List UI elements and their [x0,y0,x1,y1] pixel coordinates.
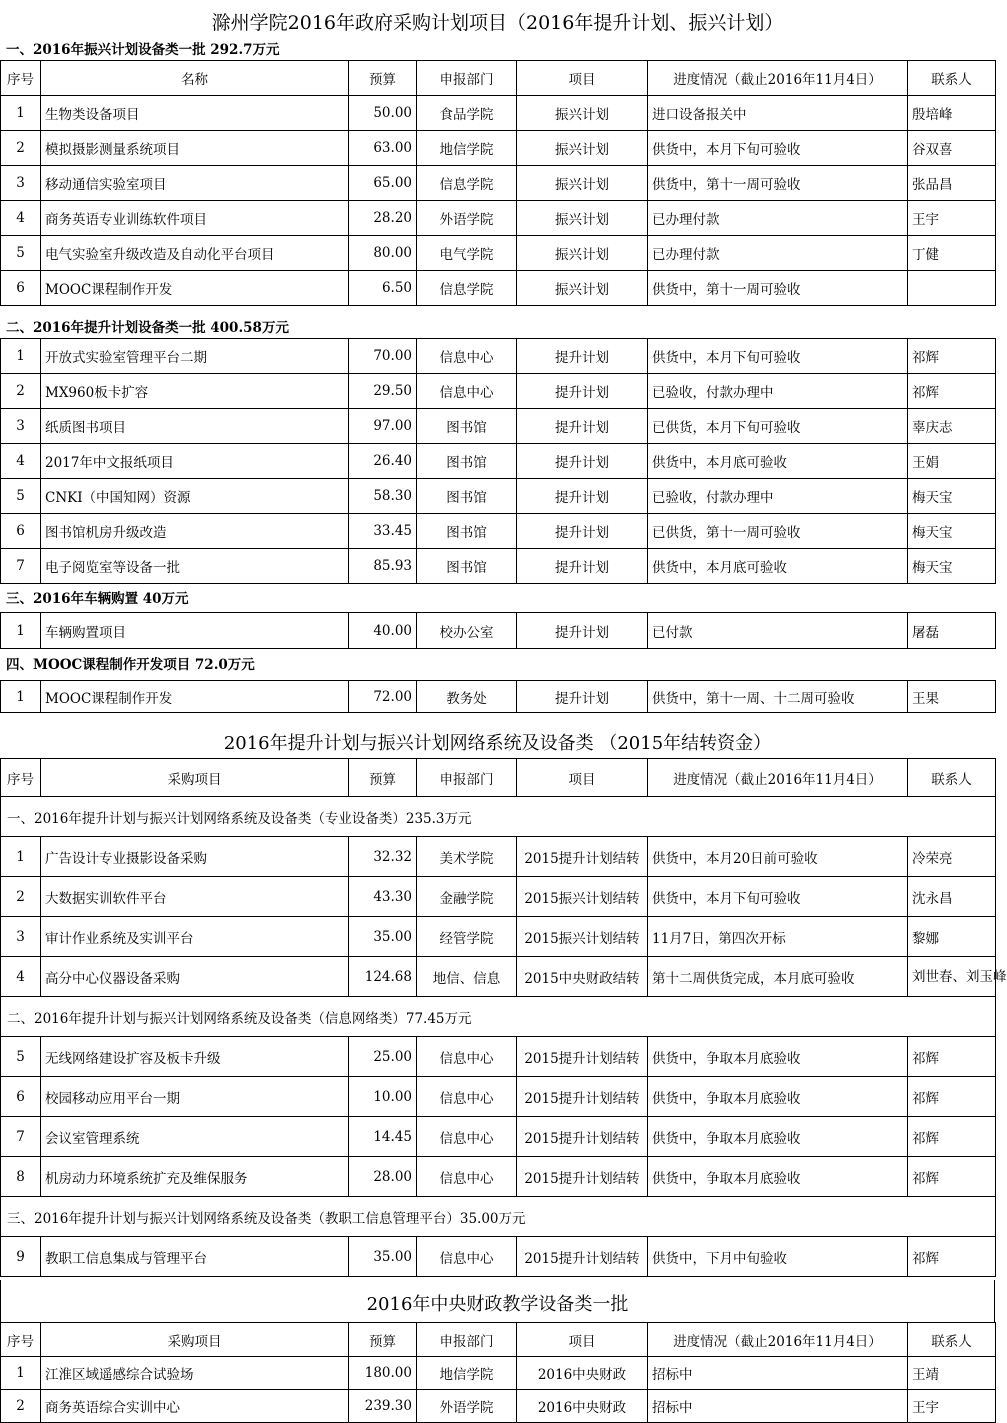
cell-progress: 供货中，争取本月底验收 [648,1077,908,1117]
table-row [1,957,996,997]
cell-seq: 4 [1,957,41,997]
col-project: 项目 [517,61,648,96]
cell-name: 教职工信息集成与管理平台 [41,1237,349,1277]
cell-name: 广告设计专业摄影设备采购 [41,837,349,877]
group-row [1,797,996,837]
cell-name: 电子阅览室等设备一批 [41,549,349,584]
cell-budget: 35.00 [349,917,417,957]
table-header-row [1,61,996,96]
cell-dept: 图书馆 [417,549,517,584]
col-contact: 联系人 [908,759,996,797]
table-row [1,444,996,479]
cell-contact: 王靖 [908,1357,996,1390]
col-name: 名称 [41,61,349,96]
cell-dept: 地信、信息 [417,957,517,997]
group-1-title: 一、2016年提升计划与振兴计划网络系统及设备类（专业设备类）235.3万元 [1,797,996,837]
cell-progress: 已验收，付款办理中 [648,374,908,409]
cell-dept: 信息中心 [417,1037,517,1077]
cell-contact: 王果 [908,681,996,713]
cell-dept: 图书馆 [417,409,517,444]
cell-budget: 70.00 [349,339,417,374]
cell-name: 校园移动应用平台一期 [41,1077,349,1117]
cell-progress: 供货中，本月底可验收 [648,549,908,584]
cell-project: 2015提升计划结转 [517,1037,648,1077]
cell-project: 2015提升计划结转 [517,1157,648,1197]
table-row [1,271,996,306]
table-row [1,201,996,236]
col-budget: 预算 [349,759,417,797]
cell-project: 2016中央财政 [517,1357,648,1390]
cell-dept: 图书馆 [417,479,517,514]
cell-progress: 供货中，本月20日前可验收 [648,837,908,877]
col-contact: 联系人 [908,61,996,96]
cell-progress: 供货中，下月中旬验收 [648,1237,908,1277]
cell-seq: 5 [1,479,41,514]
cell-progress: 供货中，第十一周可验收 [648,166,908,201]
cell-project: 振兴计划 [517,96,648,131]
cell-contact: 梅天宝 [908,514,996,549]
cell-project: 2015振兴计划结转 [517,877,648,917]
cell-project: 提升计划 [517,444,648,479]
cell-dept: 信息中心 [417,1237,517,1277]
cell-dept: 教务处 [417,681,517,713]
cell-budget: 35.00 [349,1237,417,1277]
cell-budget: 33.45 [349,514,417,549]
cell-dept: 外语学院 [417,201,517,236]
cell-budget: 40.00 [349,613,417,649]
table-block3 [0,1322,996,1423]
block2-title: 2016年提升计划与振兴计划网络系统及设备类 （2015年结转资金） [223,733,772,754]
cell-progress: 进口设备报关中 [648,96,908,131]
cell-progress: 招标中 [648,1390,908,1423]
cell-contact: 丁健 [908,236,996,271]
cell-name: 车辆购置项目 [41,613,349,649]
col-progress: 进度情况（截止2016年11月4日） [648,759,908,797]
cell-seq: 2 [1,374,41,409]
section-4-title: 四、MOOC课程制作开发项目 72.0万元 [6,657,255,673]
cell-budget: 239.30 [349,1390,417,1423]
table-row [1,917,996,957]
cell-progress: 已办理付款 [648,236,908,271]
cell-contact: 祁辉 [908,1117,996,1157]
cell-budget: 28.20 [349,201,417,236]
cell-dept: 图书馆 [417,514,517,549]
cell-name: MX960板卡扩容 [41,374,349,409]
table-row [1,1077,996,1117]
cell-seq: 4 [1,444,41,479]
cell-name: 2017年中文报纸项目 [41,444,349,479]
cell-contact: 刘世春、刘玉峰 [908,957,996,997]
cell-budget: 10.00 [349,1077,417,1117]
cell-project: 提升计划 [517,514,648,549]
cell-seq: 7 [1,549,41,584]
cell-name: 审计作业系统及实训平台 [41,917,349,957]
cell-seq: 3 [1,166,41,201]
section-1-title: 一、2016年振兴计划设备类一批 292.7万元 [6,42,280,58]
col-name: 采购项目 [41,1323,349,1357]
cell-budget: 6.50 [349,271,417,306]
cell-progress: 已供货，本月下旬可验收 [648,409,908,444]
cell-contact: 沈永昌 [908,877,996,917]
table-row [1,1157,996,1197]
table-header-row [1,1323,996,1357]
cell-seq: 1 [1,339,41,374]
cell-budget: 97.00 [349,409,417,444]
cell-project: 提升计划 [517,549,648,584]
cell-contact: 黎娜 [908,917,996,957]
table-s3 [0,612,996,649]
col-seq: 序号 [1,61,41,96]
cell-name: 商务英语专业训练软件项目 [41,201,349,236]
cell-budget: 63.00 [349,131,417,166]
cell-project: 振兴计划 [517,236,648,271]
cell-name: MOOC课程制作开发 [41,271,349,306]
cell-seq: 8 [1,1157,41,1197]
cell-dept: 信息学院 [417,166,517,201]
table-row [1,1357,996,1390]
cell-name: 商务英语综合实训中心 [41,1390,349,1423]
cell-progress: 招标中 [648,1357,908,1390]
cell-progress: 供货中，第十一周、十二周可验收 [648,681,908,713]
cell-dept: 外语学院 [417,1390,517,1423]
cell-contact: 辜庆志 [908,409,996,444]
cell-contact: 梅天宝 [908,479,996,514]
cell-budget: 32.32 [349,837,417,877]
cell-project: 振兴计划 [517,166,648,201]
cell-name: 机房动力环境系统扩充及维保服务 [41,1157,349,1197]
cell-budget: 72.00 [349,681,417,713]
table-row [1,339,996,374]
col-project: 项目 [517,759,648,797]
cell-contact: 祁辉 [908,1237,996,1277]
cell-contact: 祁辉 [908,1077,996,1117]
cell-project: 振兴计划 [517,131,648,166]
col-dept: 申报部门 [417,61,517,96]
cell-project: 提升计划 [517,374,648,409]
cell-dept: 电气学院 [417,236,517,271]
cell-seq: 6 [1,1077,41,1117]
table-row [1,96,996,131]
cell-project: 2016中央财政 [517,1390,648,1423]
cell-progress: 供货中，争取本月底验收 [648,1117,908,1157]
col-seq: 序号 [1,759,41,797]
cell-seq: 1 [1,96,41,131]
cell-budget: 80.00 [349,236,417,271]
cell-contact: 祁辉 [908,1037,996,1077]
group-3-title: 三、2016年提升计划与振兴计划网络系统及设备类（教职工信息管理平台）35.00万元 [1,1197,996,1237]
col-project: 项目 [517,1323,648,1357]
cell-name: 电气实验室升级改造及自动化平台项目 [41,236,349,271]
table-row [1,1390,996,1423]
cell-seq: 2 [1,1390,41,1423]
table-row [1,166,996,201]
section-2-title: 二、2016年提升计划设备类一批 400.58万元 [6,320,289,336]
col-dept: 申报部门 [417,759,517,797]
cell-contact: 张品昌 [908,166,996,201]
group-row [1,1197,996,1237]
table-row [1,681,996,713]
cell-contact: 王宇 [908,201,996,236]
cell-project: 2015中央财政结转 [517,957,648,997]
cell-budget: 58.30 [349,479,417,514]
cell-seq: 4 [1,201,41,236]
cell-project: 2015振兴计划结转 [517,917,648,957]
cell-dept: 经管学院 [417,917,517,957]
section-3-title: 三、2016年车辆购置 40万元 [6,591,189,607]
cell-budget: 43.30 [349,877,417,917]
cell-seq: 2 [1,877,41,917]
cell-budget: 14.45 [349,1117,417,1157]
cell-contact [908,271,996,306]
table-row [1,409,996,444]
cell-contact: 冷荣亮 [908,837,996,877]
col-seq: 序号 [1,1323,41,1357]
table-row [1,837,996,877]
cell-progress: 已供货，第十一周可验收 [648,514,908,549]
cell-progress: 供货中，争取本月底验收 [648,1037,908,1077]
main-title: 滁州学院2016年政府采购计划项目（2016年提升计划、振兴计划） [211,12,784,34]
cell-dept: 图书馆 [417,444,517,479]
table-row [1,374,996,409]
cell-budget: 26.40 [349,444,417,479]
cell-dept: 信息中心 [417,339,517,374]
cell-progress: 已办理付款 [648,201,908,236]
cell-name: 纸质图书项目 [41,409,349,444]
cell-budget: 180.00 [349,1357,417,1390]
table-s1 [0,60,996,306]
cell-progress: 第十二周供货完成，本月底可验收 [648,957,908,997]
cell-progress: 供货中，本月下旬可验收 [648,339,908,374]
cell-dept: 美术学院 [417,837,517,877]
table-block2 [0,758,1007,1277]
cell-budget: 28.00 [349,1157,417,1197]
cell-seq: 1 [1,613,41,649]
cell-seq: 1 [1,681,41,713]
cell-seq: 1 [1,1357,41,1390]
cell-project: 提升计划 [517,613,648,649]
cell-dept: 信息中心 [417,374,517,409]
cell-contact: 王宇 [908,1390,996,1423]
table-row [1,1237,996,1277]
cell-name: 无线网络建设扩容及板卡升级 [41,1037,349,1077]
cell-contact: 谷双喜 [908,131,996,166]
cell-progress: 11月7日，第四次开标 [648,917,908,957]
table-s4 [0,680,996,713]
cell-name: MOOC课程制作开发 [41,681,349,713]
cell-progress: 供货中，争取本月底验收 [648,1157,908,1197]
cell-name: 开放式实验室管理平台二期 [41,339,349,374]
block3-title: 2016年中央财政教学设备类一批 [0,1280,995,1322]
cell-name: 模拟摄影测量系统项目 [41,131,349,166]
cell-name: 江淮区域遥感综合试验场 [41,1357,349,1390]
cell-project: 提升计划 [517,479,648,514]
cell-budget: 65.00 [349,166,417,201]
cell-progress: 供货中，第十一周可验收 [648,271,908,306]
cell-contact: 王娟 [908,444,996,479]
cell-seq: 1 [1,837,41,877]
cell-dept: 校办公室 [417,613,517,649]
col-progress: 进度情况（截止2016年11月4日） [648,61,908,96]
cell-seq: 9 [1,1237,41,1277]
cell-contact: 殷培峰 [908,96,996,131]
cell-seq: 3 [1,917,41,957]
cell-project: 2015提升计划结转 [517,1237,648,1277]
cell-seq: 5 [1,236,41,271]
col-budget: 预算 [349,61,417,96]
cell-contact: 祁辉 [908,1157,996,1197]
table-header-row [1,759,996,797]
cell-dept: 食品学院 [417,96,517,131]
cell-budget: 29.50 [349,374,417,409]
cell-seq: 5 [1,1037,41,1077]
table-row [1,479,996,514]
cell-seq: 7 [1,1117,41,1157]
table-row [1,1117,996,1157]
cell-project: 2015提升计划结转 [517,837,648,877]
cell-budget: 124.68 [349,957,417,997]
table-row [1,514,996,549]
col-dept: 申报部门 [417,1323,517,1357]
cell-name: 图书馆机房升级改造 [41,514,349,549]
cell-name: 生物类设备项目 [41,96,349,131]
cell-progress: 已验收，付款办理中 [648,479,908,514]
col-name: 采购项目 [41,759,349,797]
group-2-title: 二、2016年提升计划与振兴计划网络系统及设备类（信息网络类）77.45万元 [1,997,996,1037]
cell-dept: 信息学院 [417,271,517,306]
table-row [1,1037,996,1077]
cell-seq: 3 [1,409,41,444]
table-row [1,877,996,917]
cell-dept: 金融学院 [417,877,517,917]
table-row [1,236,996,271]
table-row [1,549,996,584]
cell-progress: 供货中，本月底可验收 [648,444,908,479]
cell-dept: 地信学院 [417,131,517,166]
cell-dept: 地信学院 [417,1357,517,1390]
cell-progress: 供货中，本月下旬可验收 [648,131,908,166]
cell-project: 振兴计划 [517,271,648,306]
table-s2 [0,338,996,584]
cell-dept: 信息中心 [417,1077,517,1117]
cell-seq: 2 [1,131,41,166]
table-row [1,131,996,166]
cell-contact: 梅天宝 [908,549,996,584]
col-contact: 联系人 [908,1323,996,1357]
cell-budget: 25.00 [349,1037,417,1077]
cell-contact: 祁辉 [908,339,996,374]
cell-progress: 已付款 [648,613,908,649]
cell-dept: 信息中心 [417,1157,517,1197]
cell-progress: 供货中，本月下旬可验收 [648,877,908,917]
cell-name: CNKI（中国知网）资源 [41,479,349,514]
cell-budget: 85.93 [349,549,417,584]
cell-project: 2015提升计划结转 [517,1077,648,1117]
col-progress: 进度情况（截止2016年11月4日） [648,1323,908,1357]
cell-contact: 屠磊 [908,613,996,649]
cell-seq: 6 [1,271,41,306]
cell-project: 提升计划 [517,409,648,444]
cell-project: 振兴计划 [517,201,648,236]
cell-dept: 信息中心 [417,1117,517,1157]
cell-seq: 6 [1,514,41,549]
col-budget: 预算 [349,1323,417,1357]
cell-name: 移动通信实验室项目 [41,166,349,201]
cell-project: 提升计划 [517,339,648,374]
cell-name: 大数据实训软件平台 [41,877,349,917]
cell-name: 高分中心仪器设备采购 [41,957,349,997]
cell-project: 提升计划 [517,681,648,713]
cell-contact: 祁辉 [908,374,996,409]
cell-project: 2015提升计划结转 [517,1117,648,1157]
cell-budget: 50.00 [349,96,417,131]
cell-name: 会议室管理系统 [41,1117,349,1157]
group-row [1,997,996,1037]
table-row [1,613,996,649]
